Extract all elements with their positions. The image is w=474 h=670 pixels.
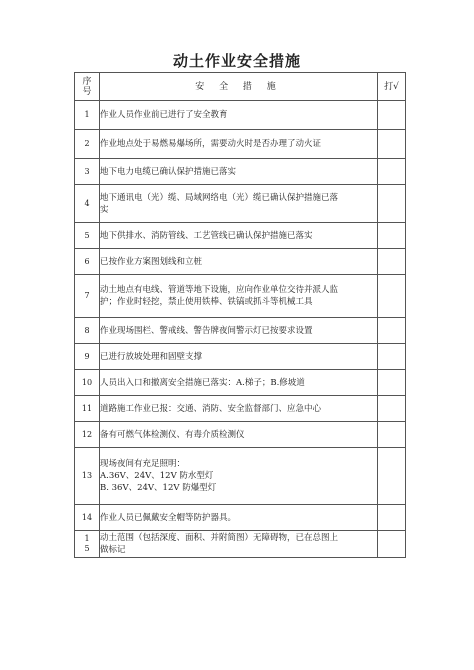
measure-line: 实 (100, 204, 109, 215)
checkmark-cell[interactable] (378, 505, 406, 531)
header-safety-measures: 安 全 措 施 (100, 73, 378, 101)
measure-line: 现场夜间有充足照明： (100, 459, 186, 469)
safety-measure-text (100, 318, 378, 344)
measure-line: 作业人员作业前已进行了安全教育 (100, 110, 228, 120)
measure-line: A.36V、24V、12V 防水型灯 (100, 471, 214, 481)
header-serial-number (75, 73, 100, 101)
row-number: 11 (75, 396, 100, 422)
checkmark-cell[interactable] (378, 223, 406, 249)
safety-measure-text (100, 249, 378, 275)
table-row (75, 275, 406, 318)
checkmark-cell[interactable] (378, 159, 406, 185)
table-row (75, 344, 406, 370)
table-row (75, 159, 406, 185)
measure-line: 做标记 (100, 545, 126, 555)
table-row (75, 448, 406, 505)
measure-line: 作业现场围栏、警戒线、警告牌夜间警示灯已按要求设置 (100, 325, 313, 336)
safety-measure-text (100, 275, 378, 318)
row-number: 13 (75, 448, 100, 505)
checkmark-cell[interactable] (378, 531, 406, 558)
measure-line: 道路施工作业已报：交通、消防、安全监督部门、应急中心 (100, 403, 322, 414)
safety-measure-text (100, 185, 378, 223)
measure-line: 动土范围（包括深度、面积、并附简图）无障碍物，已在总图上 (100, 533, 339, 543)
safety-measure-text (100, 396, 378, 422)
safety-measure-text (100, 422, 378, 448)
table-row (75, 370, 406, 396)
measure-line: 动土地点有电线、管道等地下设施，应向作业单位交待并派人监 (100, 285, 339, 295)
safety-measure-text (100, 159, 378, 185)
header-serial-number-text: 序 号 (82, 76, 92, 97)
checkmark-cell[interactable] (378, 396, 406, 422)
table-row (75, 249, 406, 275)
document-title: 动土作业安全措施 (172, 52, 301, 70)
measure-line: 作业人员已佩戴安全帽等防护器具。 (100, 512, 237, 523)
row-number: 12 (75, 422, 100, 448)
measure-line: 作业地点处于易燃易爆场所，需要动火时是否办理了动火证 (100, 139, 322, 149)
row-number: 7 (75, 275, 100, 318)
header-row (75, 73, 406, 101)
checkmark-cell[interactable] (378, 101, 406, 130)
checkmark-cell[interactable] (378, 130, 406, 159)
row-number: 14 (75, 505, 100, 531)
checkmark-cell[interactable] (378, 344, 406, 370)
checkmark-cell[interactable] (378, 185, 406, 223)
row-number: 4 (75, 185, 100, 223)
row-number: 8 (75, 318, 100, 344)
table-row (75, 318, 406, 344)
table-row (75, 185, 406, 223)
measure-line: 已进行放坡处理和固壁支撑 (100, 351, 203, 362)
safety-measure-text (100, 130, 378, 159)
measure-line: 护；作业时轻挖，禁止使用铁棒、铁镐或抓斗等机械工具 (100, 297, 313, 307)
measure-line: 备有可燃气体检测仪、有毒介质检测仪 (100, 429, 245, 440)
safety-measure-text (100, 101, 378, 130)
safety-measure-text (100, 505, 378, 531)
table-row (75, 422, 406, 448)
safety-measure-text (100, 344, 378, 370)
safety-measure-text (100, 370, 378, 396)
measure-line: 已按作业方案图划线和立桩 (100, 256, 203, 267)
measure-line: 地下通讯电（光）缆、局域网络电（光）缆已确认保护措施已落 (100, 192, 339, 203)
row-number: 3 (75, 159, 100, 185)
row-number: 9 (75, 344, 100, 370)
checkmark-cell[interactable] (378, 370, 406, 396)
checkmark-cell[interactable] (378, 318, 406, 344)
measure-line: 地下供排水、消防管线、工艺管线已确认保护措施已落实 (100, 230, 313, 241)
table-row (75, 130, 406, 159)
table-row (75, 531, 406, 558)
safety-measure-text (100, 223, 378, 249)
safety-measure-text (100, 531, 378, 558)
table-row (75, 101, 406, 130)
row-number: 5 (75, 223, 100, 249)
safety-measures-table (74, 72, 406, 558)
checkmark-cell[interactable] (378, 422, 406, 448)
row-number: 6 (75, 249, 100, 275)
checkmark-cell[interactable] (378, 448, 406, 505)
header-checkmark: 打√ (378, 73, 406, 101)
measure-line: 地下电力电缆已确认保护措施已落实 (100, 166, 237, 177)
checkmark-cell[interactable] (378, 275, 406, 318)
safety-measure-text (100, 448, 378, 505)
table-row (75, 396, 406, 422)
measure-line: B. 36V、24V、12V 防爆型灯 (100, 483, 217, 493)
row-number: 2 (75, 130, 100, 159)
row-number: 1 (75, 101, 100, 130)
checkmark-cell[interactable] (378, 249, 406, 275)
table-row (75, 223, 406, 249)
row-number: 1 5 (75, 531, 100, 558)
measure-line: 人员出入口和撤离安全措施已落实：A.梯子；B.修坡道 (100, 377, 305, 388)
row-number: 10 (75, 370, 100, 396)
table-row (75, 505, 406, 531)
